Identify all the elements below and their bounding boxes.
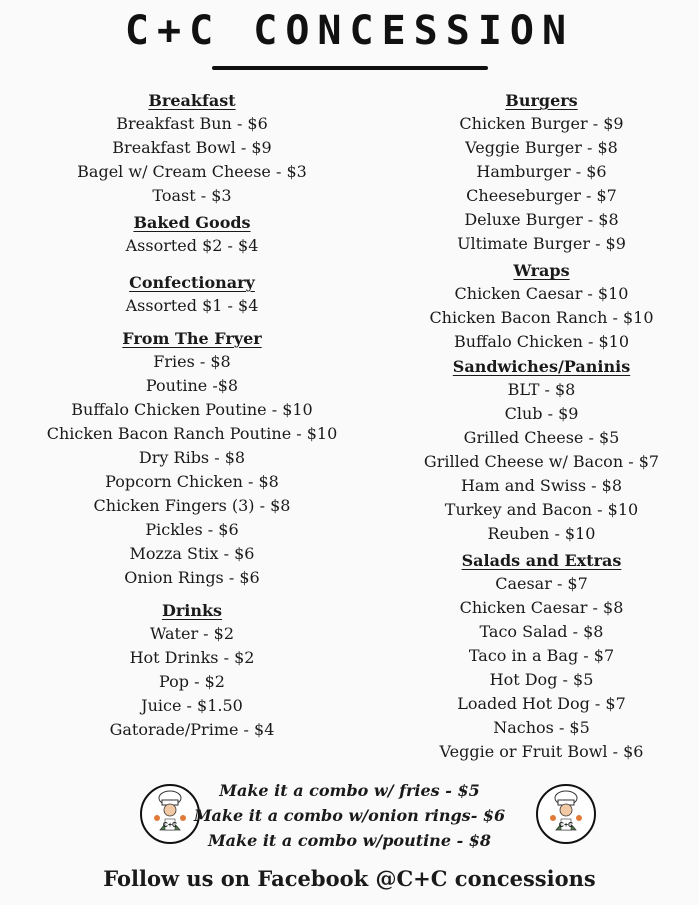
menu-item: Mozza Stix - $6 — [129, 544, 255, 563]
menu-item: Buffalo Chicken - $10 — [453, 332, 629, 351]
menu-item: Nachos - $5 — [493, 718, 590, 737]
section-heading: Burgers — [505, 91, 578, 110]
logo-text: C+C — [558, 822, 574, 829]
combo-line: Make it a combo w/poutine - $8 — [207, 831, 492, 850]
menu-item: Dry Ribs - $8 — [138, 448, 246, 467]
section-burgers — [384, 90, 699, 256]
menu-item: Assorted $2 - $4 — [125, 236, 259, 255]
menu-item: Chicken Burger - $9 — [459, 114, 624, 133]
menu-item: Veggie Burger - $8 — [465, 138, 618, 157]
section-baked-goods — [2, 212, 382, 258]
menu-item: Ham and Swiss - $8 — [460, 476, 623, 495]
section-heading: Sandwiches/Paninis — [452, 357, 631, 376]
menu-item: Chicken Caesar - $8 — [459, 598, 624, 617]
menu-item: Fries - $8 — [153, 352, 231, 371]
menu-item: Popcorn Chicken - $8 — [105, 472, 279, 491]
menu-item: Taco Salad - $8 — [479, 622, 604, 641]
menu-item: Grilled Cheese w/ Bacon - $7 — [423, 452, 660, 471]
menu-item: Hamburger - $6 — [476, 162, 607, 181]
combo-line: Make it a combo w/onion rings- $6 — [193, 806, 506, 825]
menu-item: Bagel w/ Cream Cheese - $3 — [77, 162, 307, 181]
menu-item: Veggie or Fruit Bowl - $6 — [439, 742, 644, 761]
menu-item: Chicken Fingers (3) - $8 — [93, 496, 291, 515]
title-underline — [212, 66, 488, 70]
menu-item: Reuben - $10 — [487, 524, 596, 543]
facebook-follow-text: Follow us on Facebook @C+C concessions — [103, 866, 596, 891]
page-title: C+C CONCESSION — [124, 8, 575, 54]
section-heading: Drinks — [161, 601, 223, 620]
menu-item: Pickles - $6 — [145, 520, 239, 539]
menu-item: Assorted $1 - $4 — [125, 296, 259, 315]
menu-item: Grilled Cheese - $5 — [463, 428, 620, 447]
menu-item: Water - $2 — [149, 624, 235, 643]
logo-text: C+C — [162, 822, 178, 829]
menu-item: Chicken Bacon Ranch Poutine - $10 — [46, 424, 338, 443]
section-heading: From The Fryer — [122, 329, 262, 348]
section-breakfast — [2, 90, 382, 208]
menu-item: Buffalo Chicken Poutine - $10 — [71, 400, 313, 419]
section-heading: Wraps — [513, 261, 570, 280]
menu-item: Turkey and Bacon - $10 — [444, 500, 639, 519]
menu-item: Gatorade/Prime - $4 — [109, 720, 275, 739]
section-heading: Confectionary — [129, 273, 255, 292]
section-wraps — [384, 260, 699, 354]
section-sandwiches-paninis — [384, 356, 699, 546]
menu-item: Chicken Caesar - $10 — [454, 284, 629, 303]
menu-item: Cheeseburger - $7 — [466, 186, 617, 205]
combo-offers — [0, 778, 699, 853]
menu-item: Pop - $2 — [159, 672, 225, 691]
menu-item: Hot Drinks - $2 — [129, 648, 255, 667]
menu-item: Ultimate Burger - $9 — [457, 234, 626, 253]
right-menu-column — [384, 90, 699, 764]
section-heading: Baked Goods — [133, 213, 251, 232]
section-drinks — [2, 600, 382, 742]
menu-item: Hot Dog - $5 — [489, 670, 594, 689]
left-menu-column — [2, 90, 382, 742]
menu-item: Taco in a Bag - $7 — [468, 646, 615, 665]
menu-item: Breakfast Bowl - $9 — [112, 138, 272, 157]
section-heading: Breakfast — [148, 91, 236, 110]
menu-item: Deluxe Burger - $8 — [464, 210, 619, 229]
combo-line: Make it a combo w/ fries - $5 — [219, 781, 480, 800]
menu-item: Onion Rings - $6 — [124, 568, 260, 587]
section-confectionary — [2, 272, 382, 318]
menu-item: Juice - $1.50 — [141, 696, 243, 715]
menu-item: Chicken Bacon Ranch - $10 — [429, 308, 654, 327]
menu-item: Loaded Hot Dog - $7 — [457, 694, 626, 713]
menu-item: Toast - $3 — [152, 186, 232, 205]
menu-item: Club - $9 — [504, 404, 579, 423]
menu-item: Poutine -$8 — [145, 376, 239, 395]
menu-item: BLT - $8 — [507, 380, 576, 399]
section-heading: Salads and Extras — [461, 551, 622, 570]
section-salads-and-extras — [384, 550, 699, 764]
section-from-the-fryer — [2, 328, 382, 590]
menu-item: Breakfast Bun - $6 — [116, 114, 268, 133]
menu-item: Caesar - $7 — [495, 574, 588, 593]
